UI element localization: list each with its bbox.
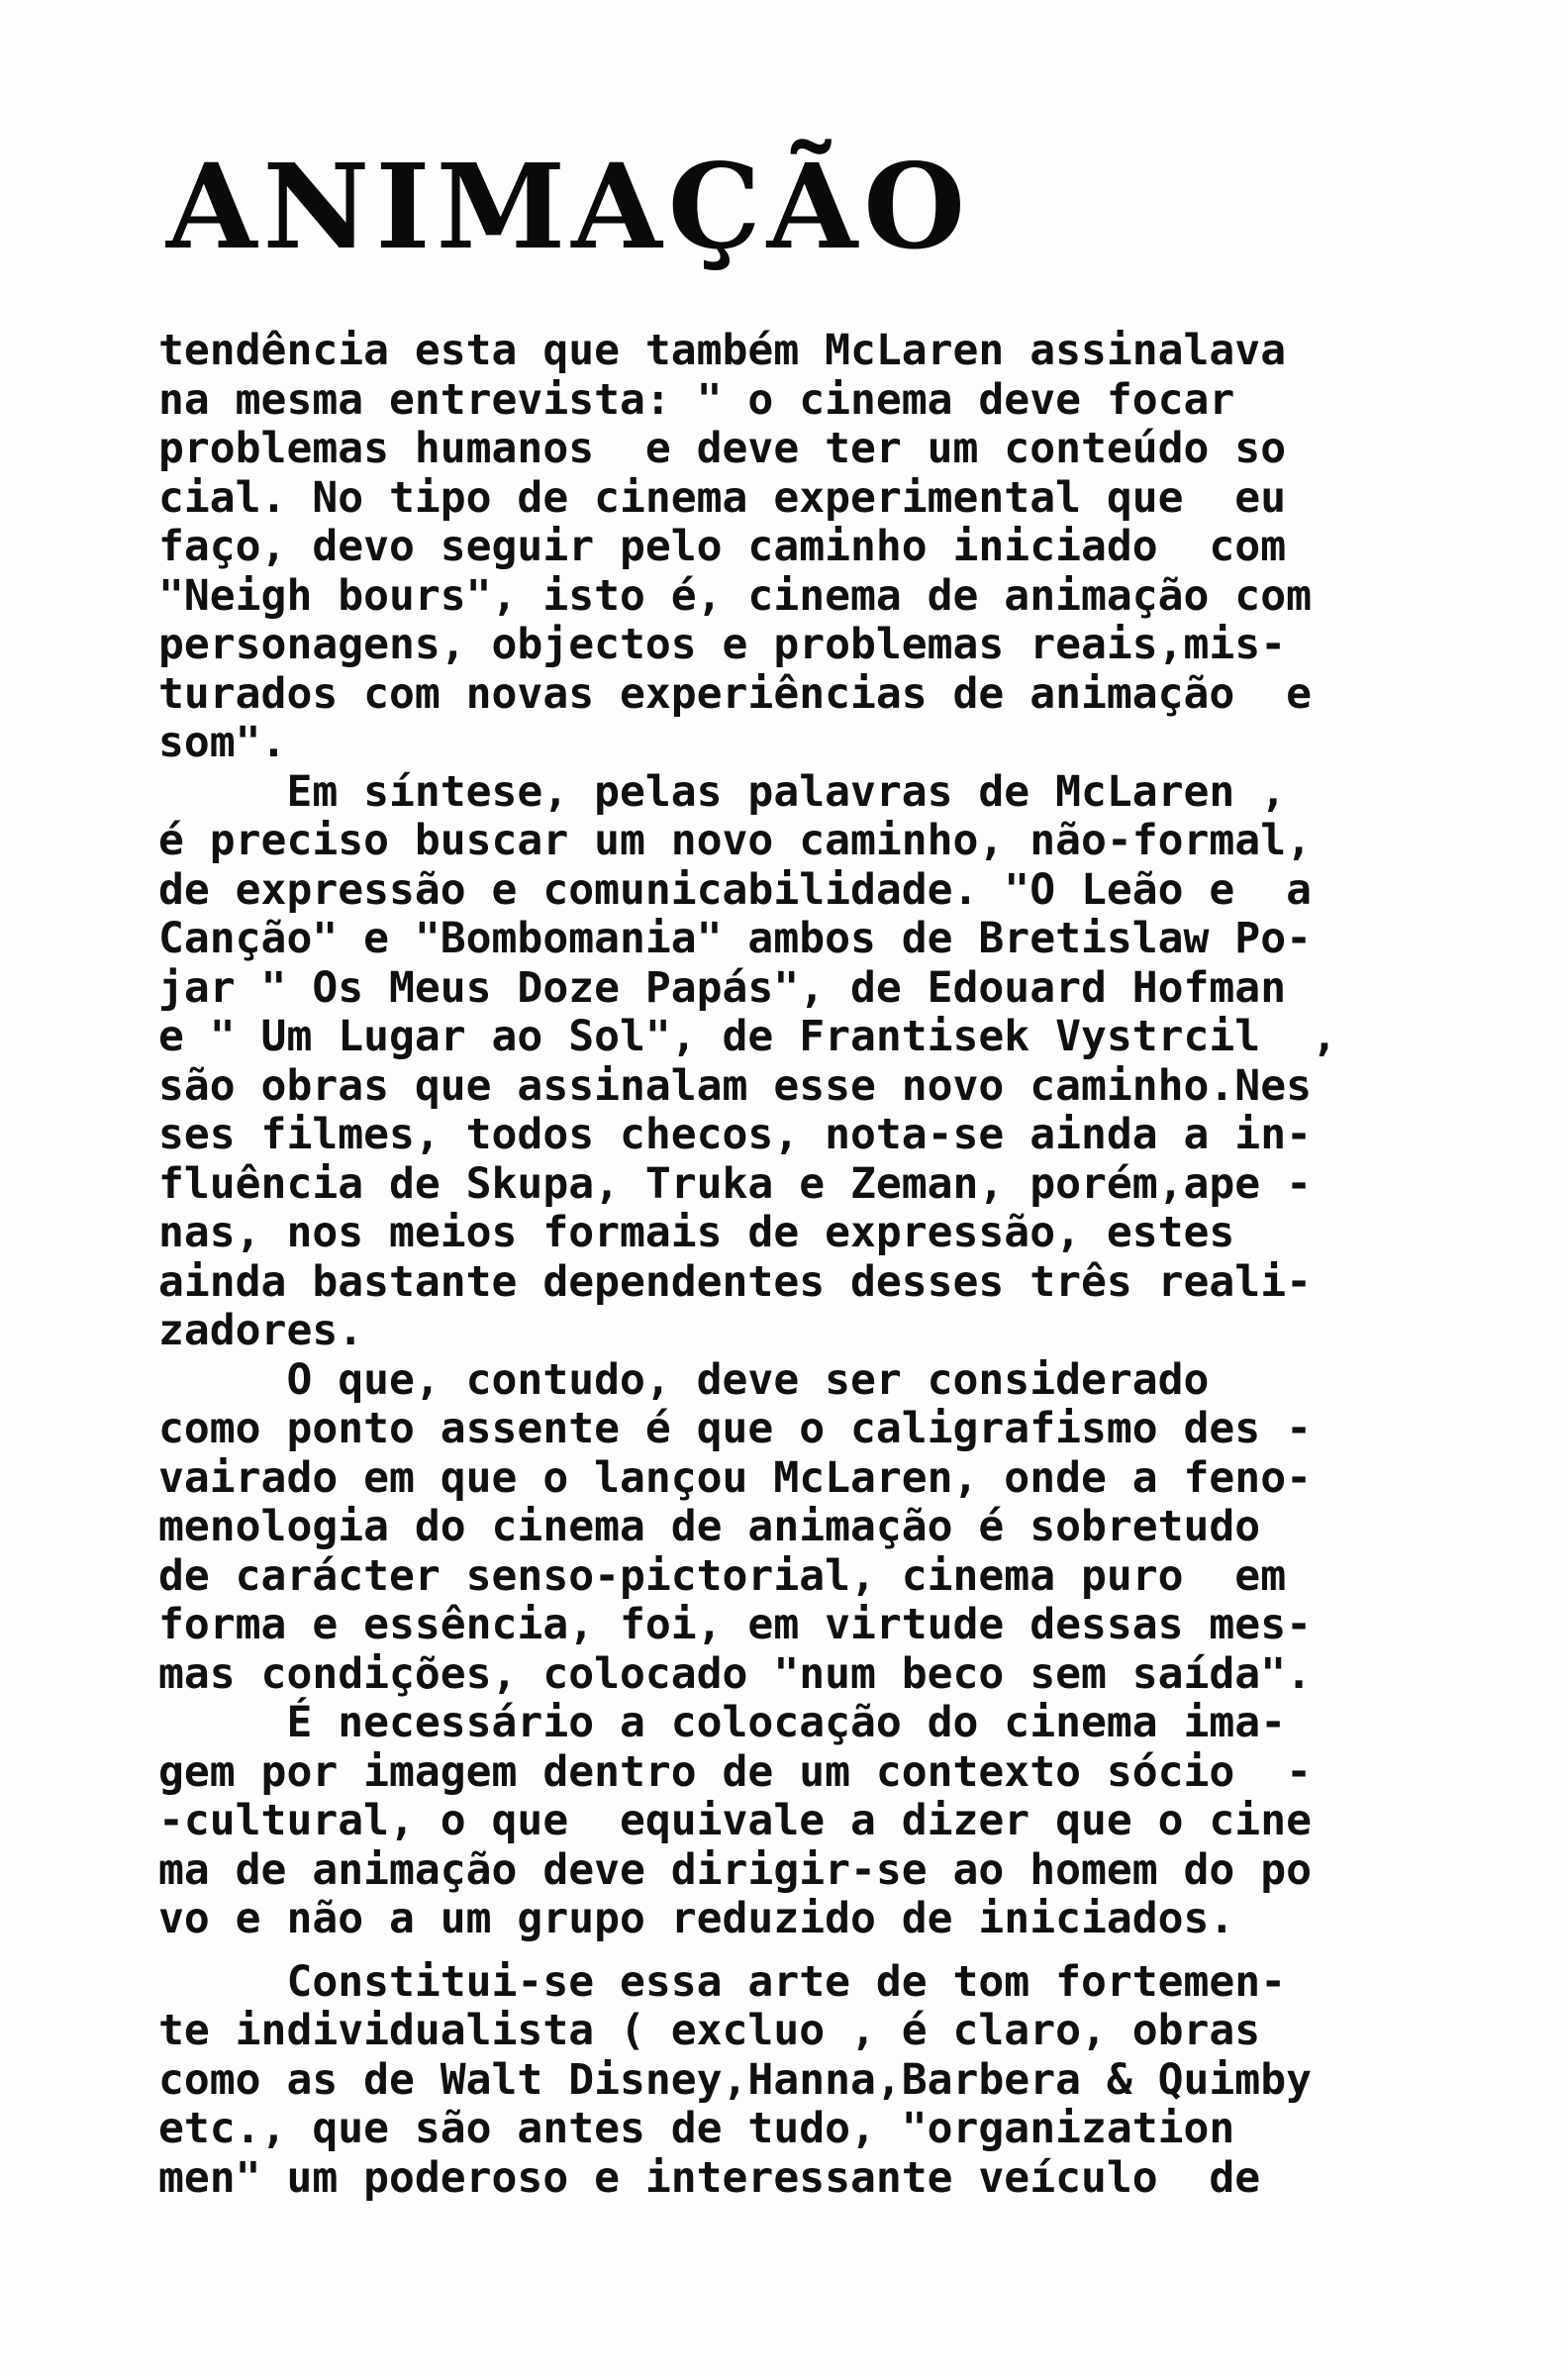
text-line: de carácter senso-pictorial, cinema puro em xyxy=(158,1550,1287,1601)
paragraph xyxy=(158,1958,1475,2204)
text-line: som". xyxy=(158,718,287,767)
text-line: problemas humanos e deve ter um conteúdo so xyxy=(158,424,1287,473)
text-line: -cultural, o que equivale a dizer que o cine xyxy=(158,1796,1312,1845)
text-line: como ponto assente é que o caligrafismo des - xyxy=(158,1404,1312,1453)
text-line: cial. No tipo de cinema experimental que eu xyxy=(158,472,1287,523)
text-line: vairado em que o lançou McLaren, onde a feno- xyxy=(158,1452,1312,1503)
text-line: tendência esta que também McLaren assinalava xyxy=(158,326,1287,375)
page-title: ANIMAÇÃO xyxy=(166,138,972,275)
text-line: vo e não a um grupo reduzido de iniciados. xyxy=(158,1894,1235,1943)
text-line: zadores. xyxy=(158,1306,364,1355)
text-line: gem por imagem dentro de um contexto sócio - xyxy=(158,1746,1312,1797)
text-line: como as de Walt Disney,Hanna,Barbera & Quimby xyxy=(158,2054,1312,2105)
text-line: "Neigh bours", isto é, cinema de animação com xyxy=(158,570,1312,621)
paragraph xyxy=(158,1356,1475,1944)
text-line: etc., que são antes de tudo, "organization xyxy=(158,2104,1235,2153)
text-line: jar " Os Meus Doze Papás", de Edouard Hofman xyxy=(158,962,1287,1013)
text-line: são obras que assinalam esse novo caminho.Nes xyxy=(158,1060,1312,1111)
text-line: men" um poderoso e interessante veículo de xyxy=(158,2152,1261,2203)
text-line: Em síntese, pelas palavras de McLaren , xyxy=(158,766,1287,817)
text-line: faço, devo seguir pelo caminho iniciado com xyxy=(158,522,1287,571)
text-line: Canção" e "Bombomania" ambos de Bretislaw Po- xyxy=(158,914,1312,963)
text-line: menologia do cinema de animação é sobretudo xyxy=(158,1502,1261,1551)
text-line: forma e essência, foi, em virtude dessas mes- xyxy=(158,1600,1312,1649)
text-line: ma de animação deve dirigir-se ao homem do po xyxy=(158,1844,1312,1895)
text-line: de expressão e comunicabilidade. "O Leão e a xyxy=(158,864,1312,915)
paragraph xyxy=(158,768,1475,1356)
text-line: O que, contudo, deve ser considerado xyxy=(158,1354,1210,1405)
text-line: nas, nos meios formais de expressão, estes xyxy=(158,1208,1235,1257)
text-line: personagens, objectos e problemas reais,mis- xyxy=(158,620,1287,669)
text-line: mas condições, colocado "num beco sem saída". xyxy=(158,1648,1312,1699)
paragraph-gap xyxy=(158,1944,1475,1958)
text-line: É necessário a colocação do cinema ima- xyxy=(158,1698,1287,1747)
paragraph xyxy=(158,327,1475,768)
text-line: é preciso buscar um novo caminho, não-formal, xyxy=(158,816,1312,865)
text-line: Constitui-se essa arte de tom fortemen- xyxy=(158,1956,1287,2007)
text-line: ainda bastante dependentes desses três reali- xyxy=(158,1256,1312,1307)
text-line: na mesma entrevista: " o cinema deve focar xyxy=(158,374,1235,425)
text-line: ses filmes, todos checos, nota-se ainda a in- xyxy=(158,1110,1312,1159)
text-line: turados com novas experiências de animação e xyxy=(158,668,1312,719)
body-text xyxy=(158,327,1475,2203)
text-line: e " Um Lugar ao Sol", de Frantisek Vystrcil , xyxy=(158,1012,1337,1061)
text-line: fluência de Skupa, Truka e Zeman, porém,ape - xyxy=(158,1158,1312,1209)
text-line: te individualista ( excluo , é claro, obras xyxy=(158,2006,1261,2055)
